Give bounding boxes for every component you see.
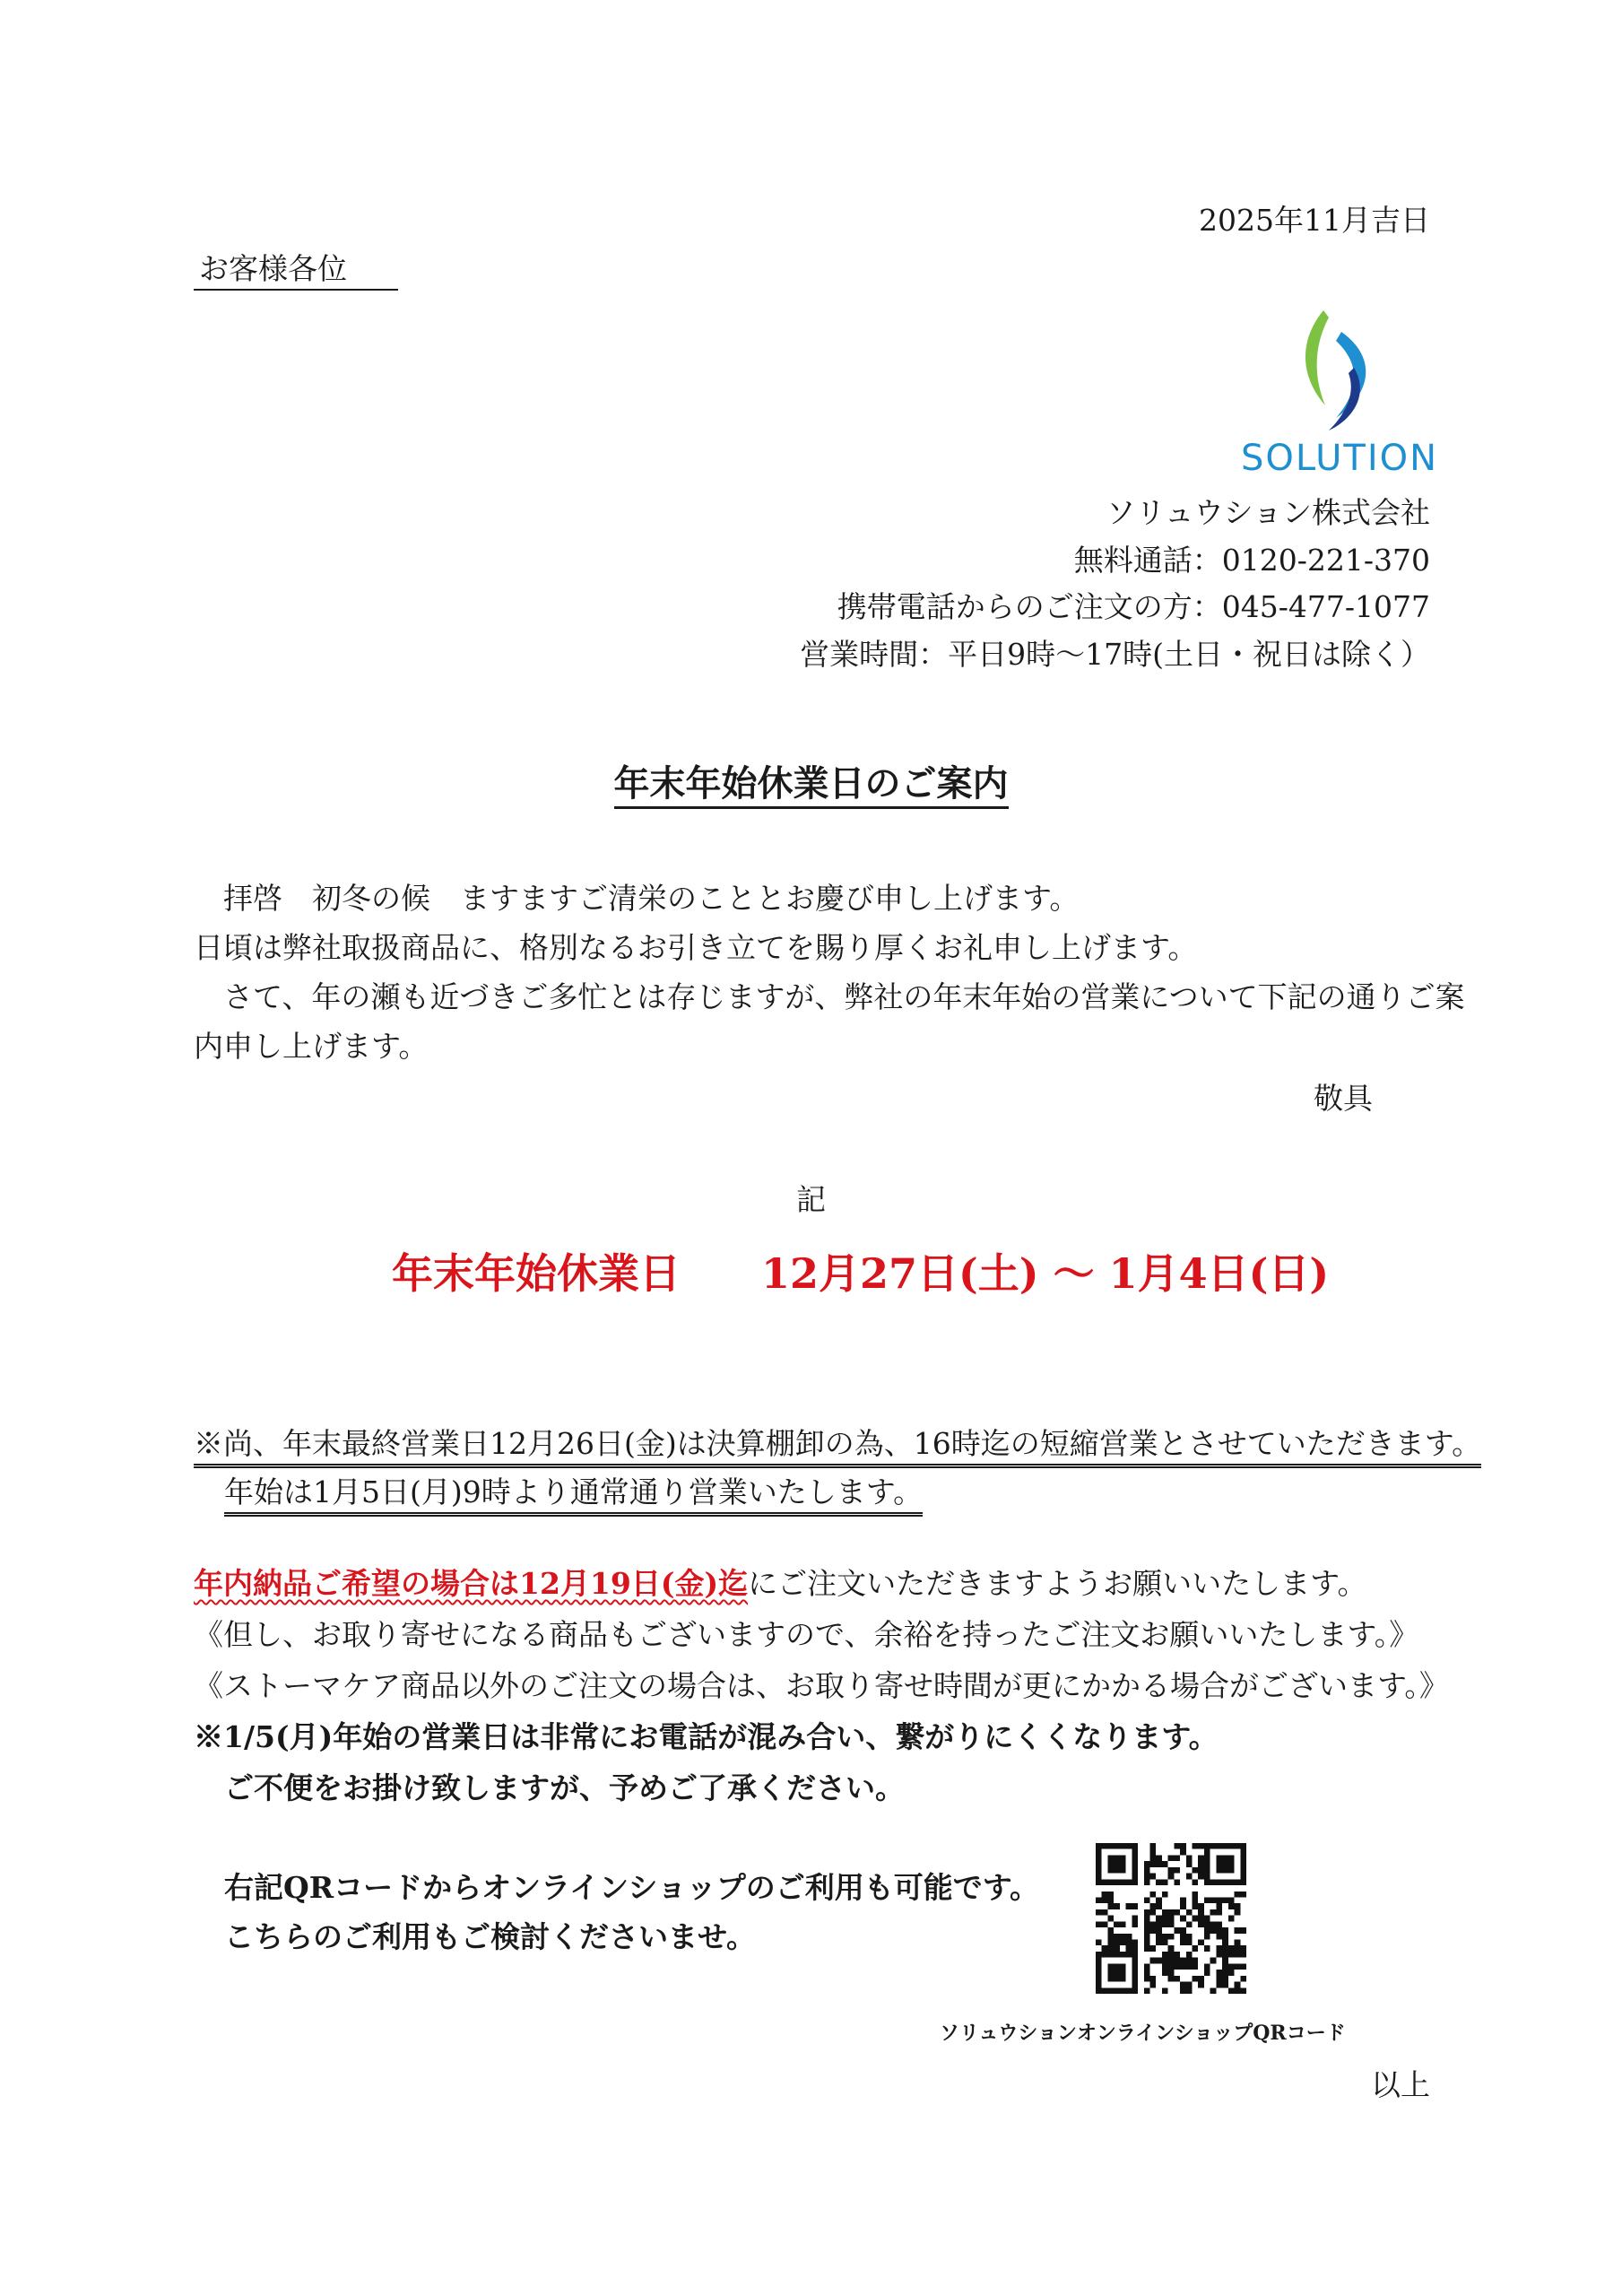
holiday-period xyxy=(392,1247,1329,1300)
qr-intro-line-2: こちらのご利用もご検討くださいませ。 xyxy=(224,1919,757,1954)
order-deadline-highlight: 年内納品ご希望の場合は12月19日(金)迄 xyxy=(194,1566,749,1601)
page-title-text: 年末年始休業日のご案内 xyxy=(614,762,1009,809)
note-last-business-day: ※尚、年末最終営業日12月26日(金)は決算棚卸の為、16時迄の短縮営業とさせていただきます。 xyxy=(194,1426,1481,1468)
logo-leaf-navy xyxy=(1329,368,1360,430)
ki-marker: 記 xyxy=(796,1182,826,1217)
page-title xyxy=(0,761,1622,807)
logo-text: SOLUTION xyxy=(1240,438,1439,479)
order-deadline xyxy=(194,1566,1366,1602)
note-apology: ご不便をお掛け致しますが、予めご了承ください。 xyxy=(224,1770,905,1805)
holiday-dates: 12月27日(土) ～ 1月4日(日) xyxy=(761,1249,1330,1298)
recipient: お客様各位 xyxy=(199,251,347,286)
closing-keigu: 敬具 xyxy=(1314,1081,1373,1116)
holiday-label: 年末年始休業日 xyxy=(392,1249,681,1298)
ending-ijo: 以上 xyxy=(1371,2067,1430,2102)
tollfree-number: 無料通話：0120-221-370 xyxy=(1073,543,1430,578)
greeting-line-2: 日頃は弊社取扱商品に、格別なるお引き立てを賜り厚くお礼申し上げます。 xyxy=(194,930,1198,965)
qr-caption: ソリュウションオンラインショップQRコード xyxy=(940,2022,1346,2045)
logo-leaf-green xyxy=(1305,310,1329,405)
company-logo xyxy=(1236,305,1444,484)
qr-intro-line-1: 右記QRコードからオンラインショップのご利用も可能です。 xyxy=(224,1870,1040,1905)
note-phone-busy: ※1/5(月)年始の営業日は非常にお電話が混み合い、繋がりにくくなります。 xyxy=(194,1719,1219,1754)
recipient-underline xyxy=(194,289,398,291)
document-date: 2025年11月吉日 xyxy=(1199,203,1430,238)
note-non-ostomy: 《ストーマケア商品以外のご注文の場合は、お取り寄せ時間が更にかかる場合がございます。》 xyxy=(194,1668,1449,1703)
order-deadline-rest: にご注文いただきますようお願いいたします。 xyxy=(748,1566,1367,1601)
note-backorder: 《但し、お取り寄せになる商品もございますので、余裕を持ったご注文お願いいたします。》 xyxy=(194,1617,1419,1652)
mobile-number: 携帯電話からのご注文の方：045-477-1077 xyxy=(837,589,1430,624)
qr-code[interactable] xyxy=(1096,1843,1246,1994)
company-name: ソリュウション株式会社 xyxy=(1106,495,1430,530)
greeting-line-1: 拝啓 初冬の候 ますますご清栄のこととお慶び申し上げます。 xyxy=(194,881,1080,916)
greeting-line-3: さて、年の瀬も近づきご多忙とは存じますが、弊社の年末年始の営業について下記の通りご案 xyxy=(194,979,1465,1014)
note-new-year-start: 年始は1月5日(月)9時より通常通り営業いたします。 xyxy=(224,1474,923,1517)
greeting-line-4: 内申し上げます。 xyxy=(194,1029,429,1064)
business-hours: 営業時間：平日9時～17時(土日・祝日は除く） xyxy=(800,637,1430,672)
